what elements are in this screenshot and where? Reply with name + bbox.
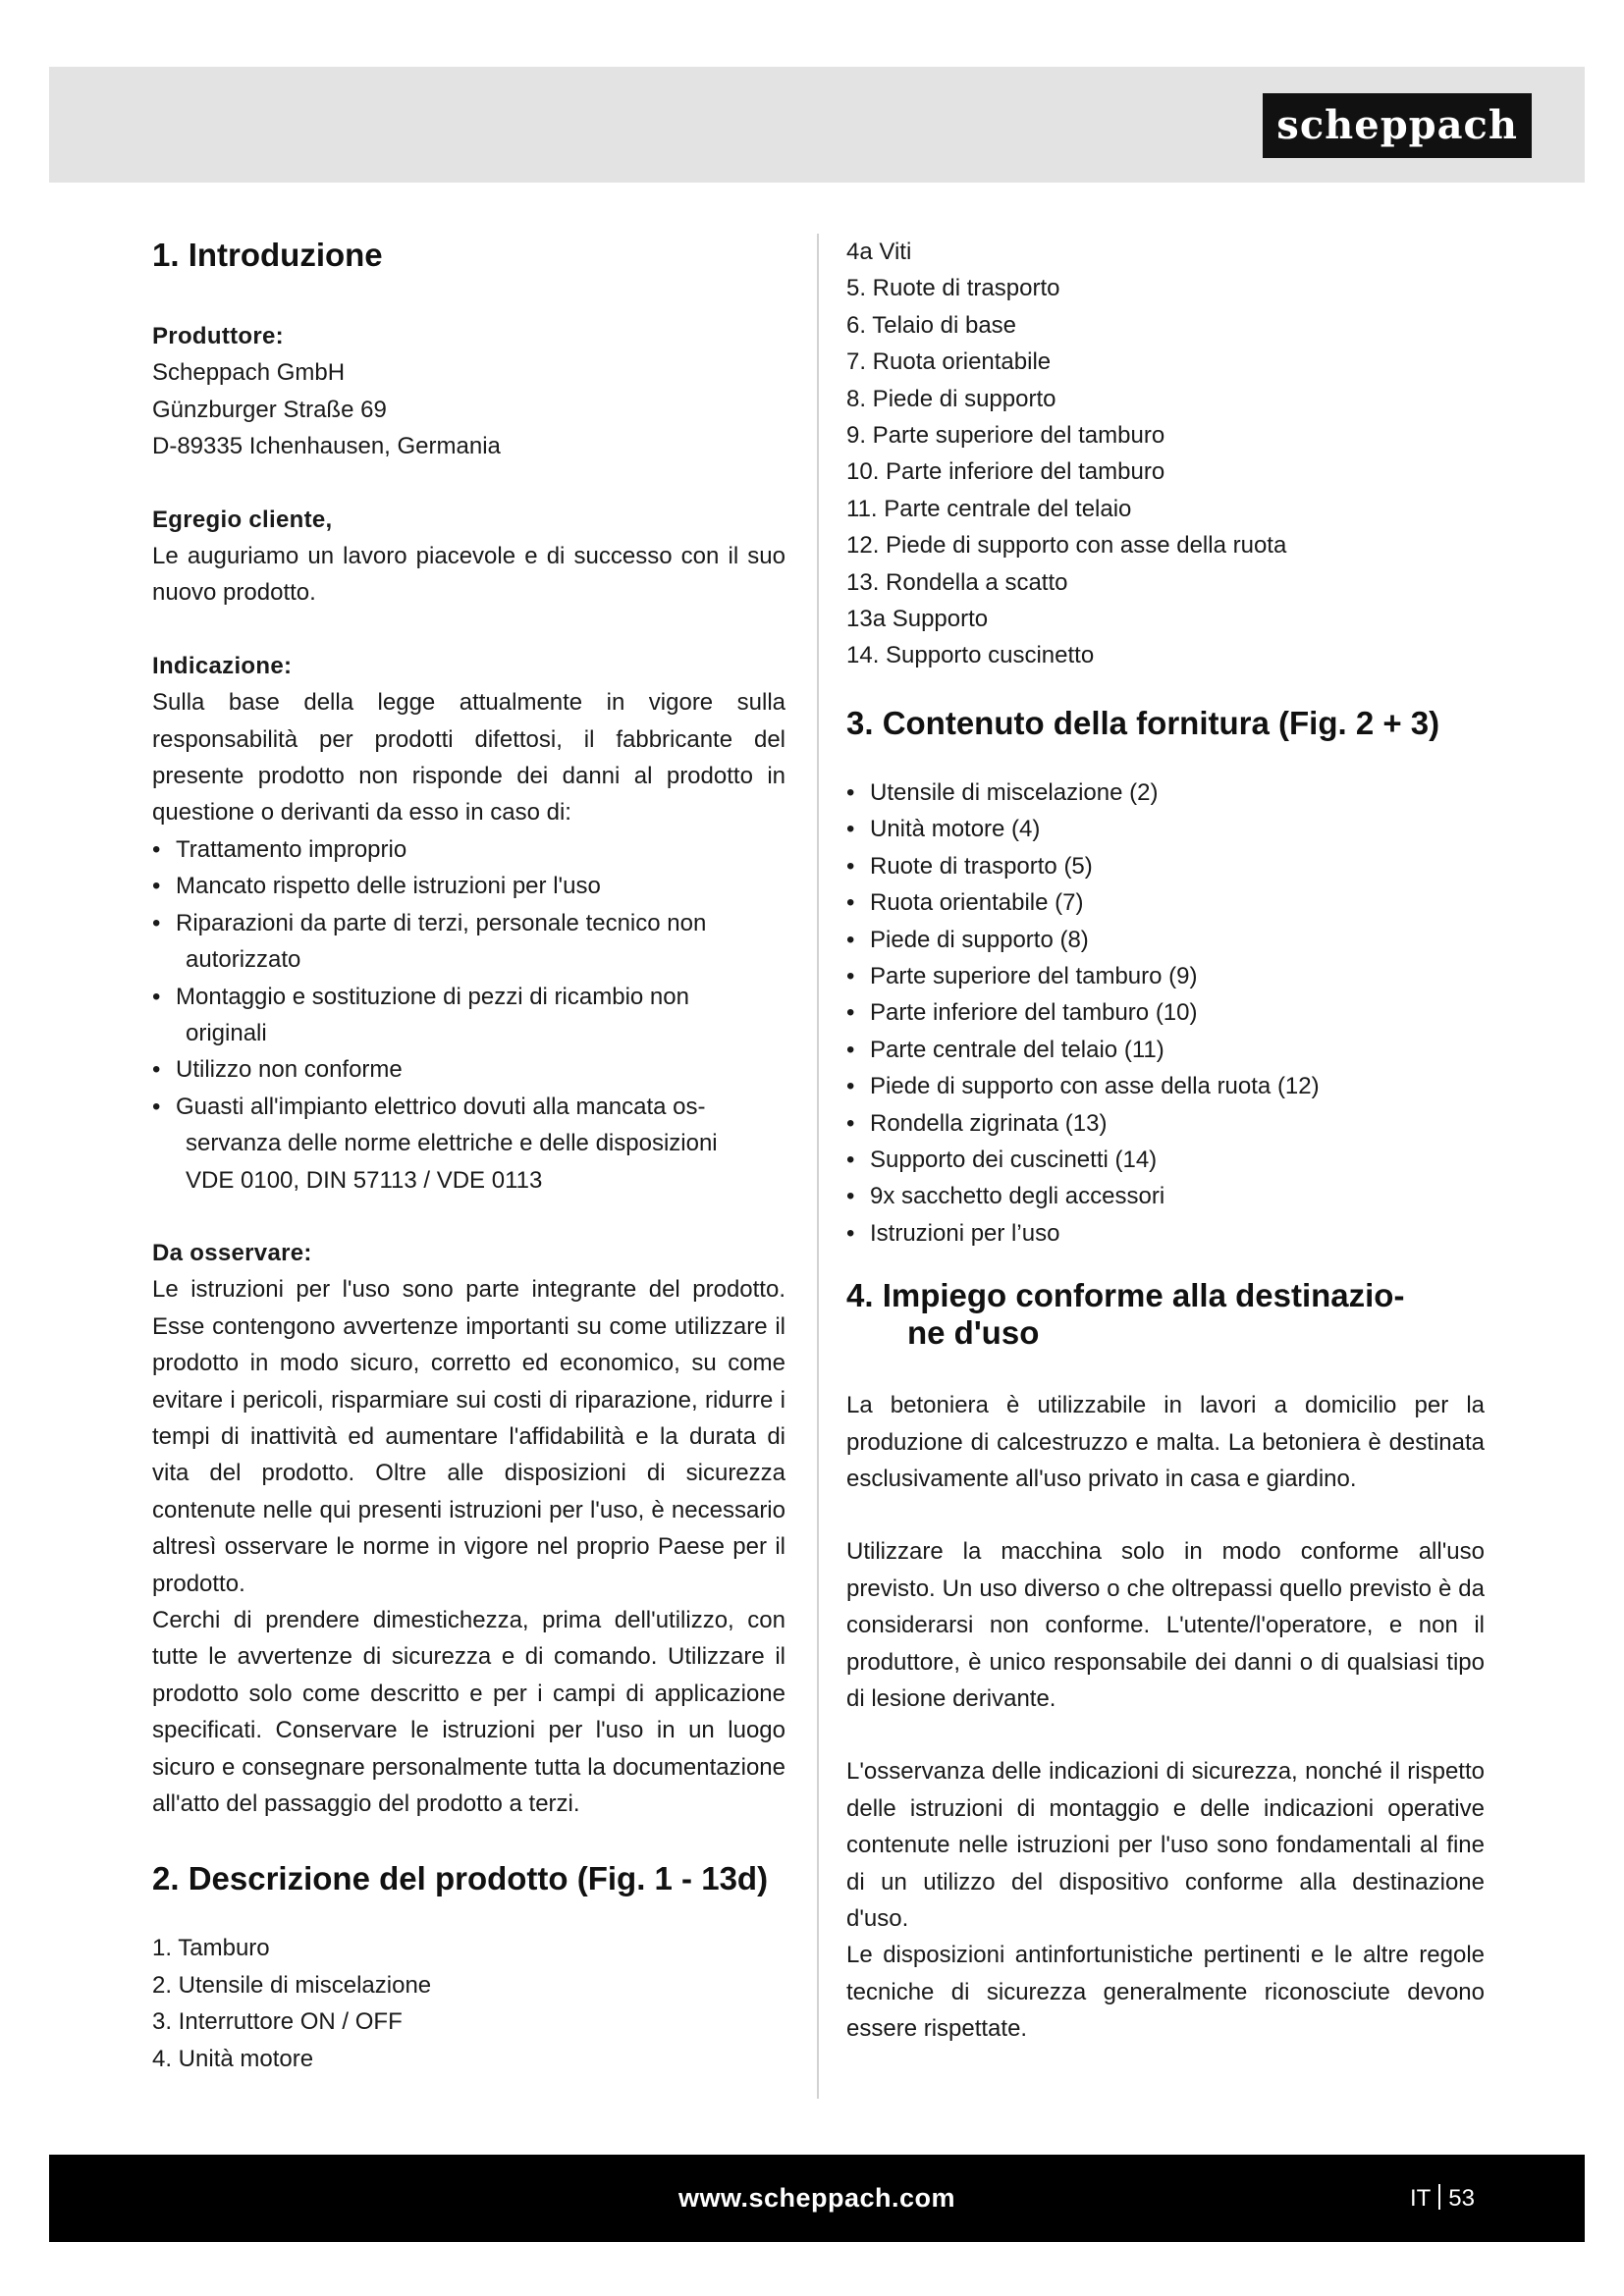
column-divider	[817, 234, 819, 2099]
list-item: • Riparazioni da parte di terzi, personale tecnico non autorizzato	[152, 905, 785, 979]
list-item: 11. Parte centrale del telaio	[846, 495, 1132, 522]
intended-use-paragraph-1: La betoniera è utilizzabile in lavori a domicilio per la produzione di calcestruzzo e malta. La betoniera è destinata esclusivamente all'uso privato in casa e giardino.	[846, 1392, 1485, 1492]
list-item: 5. Ruote di trasporto	[846, 275, 1060, 302]
indication-label: Indicazione:	[152, 652, 293, 679]
list-item: • Ruote di trasporto (5)	[846, 848, 1485, 884]
indication-list	[152, 831, 785, 1199]
page-number	[1410, 2155, 1475, 2242]
list-item: • Montaggio e sostituzione di pezzi di ricambio non originali	[152, 979, 785, 1052]
section-heading-product-description: 2. Descrizione del prodotto (Fig. 1 - 13d)	[152, 1860, 769, 1897]
list-item: • Rondella zigrinata (13)	[846, 1105, 1485, 1142]
website-link[interactable]: www.scheppach.com	[677, 2183, 956, 2213]
observe-label: Da osservare:	[152, 1239, 312, 1266]
list-item: • Piede di supporto con asse della ruota (12)	[846, 1068, 1485, 1104]
list-item: 4a Viti	[846, 239, 912, 265]
scheppach-logo: scheppach	[1263, 93, 1532, 158]
observe-text-2: Cerchi di prendere dimestichezza, prima dell'utilizzo, con tutte le avvertenze di sicurezza e di comando. Utilizzare il prodotto solo come descritto e per i campi di applicazione specificati. Conservare le istruzioni per l'uso in un luogo sicuro e consegnare personalmente tutta la documentazione all'atto del passaggio del prodotto a terzi.	[152, 1607, 785, 1818]
header-bar	[49, 67, 1585, 183]
list-item: • Parte centrale del telaio (11)	[846, 1032, 1485, 1068]
product-parts-list	[152, 1930, 785, 2077]
list-item: 2. Utensile di miscelazione	[152, 1971, 432, 1999]
page-number-value: 53	[1448, 2185, 1475, 2212]
list-item: 6. Telaio di base	[846, 311, 1017, 339]
list-item: • Trattamento improprio	[152, 831, 785, 868]
list-item: 8. Piede di supporto	[846, 385, 1056, 412]
list-item: 14. Supporto cuscinetto	[846, 642, 1095, 669]
list-item: 4. Unità motore	[152, 2045, 314, 2072]
list-item: • Supporto dei cuscinetti (14)	[846, 1142, 1485, 1178]
separator	[1438, 2184, 1440, 2210]
left-column	[152, 234, 785, 2077]
section-heading-introduction: 1. Introduzione	[152, 237, 383, 273]
intended-use-paragraph-2: Utilizzare la macchina solo in modo conforme all'uso previsto. Un uso diverso o che oltrepassi quello previsto è da considerarsi non conforme. L'utente/l'operatore, e non il produttore, è unico responsabile dei danni o di qualsiasi tipo di lesione derivante.	[846, 1538, 1485, 1712]
product-parts-list-continued	[846, 234, 1485, 674]
list-item: • Parte inferiore del tamburo (10)	[846, 994, 1485, 1031]
section-heading-scope-of-delivery: 3. Contenuto della fornitura (Fig. 2 + 3)	[846, 704, 1440, 741]
right-column	[846, 234, 1485, 2048]
scope-of-delivery-list	[846, 774, 1485, 1252]
list-item: • Parte superiore del tamburo (9)	[846, 958, 1485, 994]
list-item: 3. Interruttore ON / OFF	[152, 2008, 403, 2036]
list-item: • Utensile di miscelazione (2)	[846, 774, 1485, 811]
list-item: • Guasti all'impianto elettrico dovuti alla mancata os- servanza delle norme elettriche e delle disposizioni VDE 0100, DIN 57113 / VDE 0113	[152, 1089, 785, 1199]
manufacturer-label: Produttore:	[152, 323, 284, 349]
intended-use-paragraph-4: Le disposizioni antinfortunistiche pertinenti e le altre regole tecniche di sicurezza generalmente riconosciute devono essere rispettate.	[846, 1942, 1485, 2043]
list-item: • Piede di supporto (8)	[846, 922, 1485, 958]
list-item: 12. Piede di supporto con asse della ruota	[846, 532, 1287, 560]
list-item: • Utilizzo non conforme	[152, 1051, 785, 1088]
manufacturer-street: Günzburger Straße 69	[152, 396, 387, 423]
list-item: • Mancato rispetto delle istruzioni per l'uso	[152, 868, 785, 904]
intended-use-paragraph-3: L'osservanza delle indicazioni di sicurezza, nonché il rispetto delle istruzioni di montaggio e delle indicazioni operative contenute nelle istruzioni per l'uso sono fondamentali al fine di un utilizzo del dispositivo conforme alla destinazione d'uso.	[846, 1758, 1485, 1933]
language-code: IT	[1409, 2185, 1432, 2212]
dear-customer-text: Le auguriamo un lavoro piacevole e di successo con il suo nuovo prodotto.	[152, 543, 785, 607]
observe-text-1: Le istruzioni per l'uso sono parte integrante del prodotto. Esse contengono avvertenze importanti su come utilizzare il prodotto in modo sicuro, corretto ed economico, su come evitare i pericoli, risparmiare sui costi di riparazione, ridurre i tempi di inattività ed aumentare l'affidabilità e la durata di vita del prodotto. Oltre alle disposizioni di sicurezza contenute nelle qui presenti istruzioni per l'uso, è necessario altresì osservare le norme in vigore nel proprio Paese per il prodotto.	[152, 1276, 785, 1597]
list-item: 7. Ruota orientabile	[846, 348, 1052, 376]
dear-customer-label: Egregio cliente,	[152, 506, 333, 533]
indication-text: Sulla base della legge attualmente in vigore sulla responsabilità per prodotti difettosi, il fabbricante del presente prodotto non risponde dei danni al prodotto in questione o derivanti da esso in caso di:	[152, 689, 785, 827]
list-item: 13a Supporto	[846, 606, 989, 633]
footer-bar	[49, 2155, 1585, 2242]
manufacturer-name: Scheppach GmbH	[152, 359, 346, 387]
manufacturer-city: D-89335 Ichenhausen, Germania	[152, 433, 501, 460]
list-item: • 9x sacchetto degli accessori	[846, 1178, 1485, 1214]
list-item: • Unità motore (4)	[846, 811, 1485, 847]
list-item: 1. Tamburo	[152, 1935, 270, 1962]
list-item: • Ruota orientabile (7)	[846, 884, 1485, 921]
list-item: 13. Rondella a scatto	[846, 568, 1068, 596]
list-item: 10. Parte inferiore del tamburo	[846, 458, 1165, 486]
list-item: • Istruzioni per l’uso	[846, 1215, 1485, 1252]
list-item: 9. Parte superiore del tamburo	[846, 422, 1165, 450]
section-heading-intended-use: 4. Impiego conforme alla destinazio- ne d'uso	[846, 1277, 1405, 1352]
